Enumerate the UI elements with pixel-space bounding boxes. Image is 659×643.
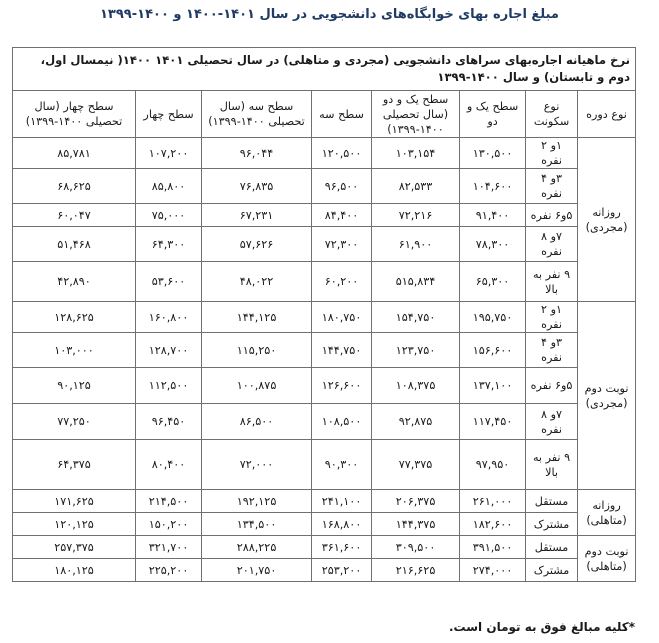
header-cell: سطح یک و دو — [460, 91, 526, 138]
table-row — [13, 536, 636, 559]
page-title: مبلغ اجاره بهای خوابگاه‌های دانشجویی در سال ۱۴۰۱-۱۴۰۰ و ۱۴۰۰-۱۳۹۹ — [100, 7, 559, 22]
price-cell: ۹۷,۹۵۰ — [460, 440, 526, 490]
group-label: روزانه (متاهلی) — [578, 490, 636, 536]
price-cell: ۲۲۵,۲۰۰ — [136, 559, 202, 582]
price-cell: ۵۱,۴۶۸ — [13, 227, 136, 262]
price-cell: ۱۹۵,۷۵۰ — [460, 302, 526, 333]
residence-type-cell: ۱و ۲ نفره — [526, 302, 578, 333]
price-cell: ۸۶,۵۰۰ — [202, 404, 312, 440]
price-cell: ۲۵۷,۳۷۵ — [13, 536, 136, 559]
price-cell: ۱۸۲,۶۰۰ — [460, 513, 526, 536]
price-cell: ۸۵,۷۸۱ — [13, 138, 136, 169]
price-cell: ۱۳۴,۵۰۰ — [202, 513, 312, 536]
price-cell: ۱۰۳,۱۵۴ — [372, 138, 460, 169]
table-row — [13, 262, 636, 302]
residence-type-cell: ۹ نفر به بالا — [526, 440, 578, 490]
price-cell: ۱۰۴,۶۰۰ — [460, 169, 526, 204]
price-cell: ۹۶,۰۴۴ — [202, 138, 312, 169]
table-row — [13, 204, 636, 227]
price-cell: ۶۴,۳۷۵ — [13, 440, 136, 490]
price-cell: ۱۸۰,۱۲۵ — [13, 559, 136, 582]
price-cell: ۹۱,۴۰۰ — [460, 204, 526, 227]
price-cell: ۲۴۱,۱۰۰ — [312, 490, 372, 513]
price-cell: ۱۲۸,۷۰۰ — [136, 333, 202, 368]
price-cell: ۸۲,۵۳۳ — [372, 169, 460, 204]
price-cell: ۱۱۵,۲۵۰ — [202, 333, 312, 368]
table-row — [13, 227, 636, 262]
table-header-row — [13, 91, 636, 138]
residence-type-cell: ۵و۶ نفره — [526, 204, 578, 227]
price-cell: ۶۵,۳۰۰ — [460, 262, 526, 302]
price-cell: ۹۲,۸۷۵ — [372, 404, 460, 440]
price-cell: ۸۴,۴۰۰ — [312, 204, 372, 227]
price-cell: ۱۳۰,۵۰۰ — [460, 138, 526, 169]
price-cell: ۶۷,۲۳۱ — [202, 204, 312, 227]
group-label: نوبت دوم (مجردی) — [578, 302, 636, 490]
price-cell: ۷۷,۳۷۵ — [372, 440, 460, 490]
price-cell: ۷۷,۲۵۰ — [13, 404, 136, 440]
price-cell: ۱۲۰,۵۰۰ — [312, 138, 372, 169]
price-cell: ۶۱,۹۰۰ — [372, 227, 460, 262]
price-cell: ۱۴۴,۱۲۵ — [202, 302, 312, 333]
price-cell: ۱۱۲,۵۰۰ — [136, 368, 202, 404]
price-cell: ۹۶,۴۵۰ — [136, 404, 202, 440]
header-cell: نوع سکونت — [526, 91, 578, 138]
price-cell: ۳۶۱,۶۰۰ — [312, 536, 372, 559]
residence-type-cell: ۷و ۸ نفره — [526, 404, 578, 440]
price-cell: ۳۲۱,۷۰۰ — [136, 536, 202, 559]
price-cell: ۴۸,۰۲۲ — [202, 262, 312, 302]
price-cell: ۱۴۴,۷۵۰ — [312, 333, 372, 368]
price-cell: ۴۲,۸۹۰ — [13, 262, 136, 302]
price-cell: ۱۷۱,۶۲۵ — [13, 490, 136, 513]
price-cell: ۶۸,۶۲۵ — [13, 169, 136, 204]
price-cell: ۱۵۶,۶۰۰ — [460, 333, 526, 368]
price-cell: ۲۱۴,۵۰۰ — [136, 490, 202, 513]
residence-type-cell: ۵و۶ نفره — [526, 368, 578, 404]
price-cell: ۲۶۱,۰۰۰ — [460, 490, 526, 513]
price-cell: ۳۹۱,۵۰۰ — [460, 536, 526, 559]
table-row — [13, 138, 636, 169]
price-cell: ۵۷,۶۲۶ — [202, 227, 312, 262]
residence-type-cell: ۳و ۴ نفره — [526, 333, 578, 368]
group-label: روزانه (مجردی) — [578, 138, 636, 302]
residence-type-cell: ۷و ۸ نفره — [526, 227, 578, 262]
price-cell: ۱۲۳,۷۵۰ — [372, 333, 460, 368]
price-cell: ۷۲,۲۱۶ — [372, 204, 460, 227]
table-caption: نرخ ماهیانه اجاره‌بهای سراهای دانشجویی (مجردی و متاهلی) در سال تحصیلی ۱۴۰۱ ۱۴۰۰( نیمسال اول، دوم و تابستان) و سال ۱۴۰۰-۱۳۹۹ — [13, 48, 636, 91]
residence-type-cell: ۹ نفر به بالا — [526, 262, 578, 302]
price-cell: ۱۶۸,۸۰۰ — [312, 513, 372, 536]
price-cell: ۸۵,۸۰۰ — [136, 169, 202, 204]
table-row — [13, 404, 636, 440]
header-cell: سطح چهار (سال تحصیلی ۱۴۰۰-۱۳۹۹) — [13, 91, 136, 138]
price-cell: ۲۰۶,۳۷۵ — [372, 490, 460, 513]
price-cell: ۱۹۲,۱۲۵ — [202, 490, 312, 513]
table-row — [13, 333, 636, 368]
price-cell: ۳۰۹,۵۰۰ — [372, 536, 460, 559]
group-label: نوبت دوم (متاهلی) — [578, 536, 636, 582]
price-cell: ۱۵۴,۷۵۰ — [372, 302, 460, 333]
price-cell: ۹۶,۵۰۰ — [312, 169, 372, 204]
price-cell: ۶۰,۰۴۷ — [13, 204, 136, 227]
price-cell: ۲۵۳,۲۰۰ — [312, 559, 372, 582]
header-cell: سطح چهار — [136, 91, 202, 138]
header-cell: سطح یک و دو (سال تحصیلی ۱۴۰۰-۱۳۹۹) — [372, 91, 460, 138]
table-row — [13, 513, 636, 536]
price-cell: ۷۸,۳۰۰ — [460, 227, 526, 262]
price-cell: ۱۸۰,۷۵۰ — [312, 302, 372, 333]
price-cell: ۲۰۱,۷۵۰ — [202, 559, 312, 582]
price-cell: ۱۳۷,۱۰۰ — [460, 368, 526, 404]
table-row — [13, 440, 636, 490]
price-cell: ۱۰۸,۵۰۰ — [312, 404, 372, 440]
price-cell: ۷۵,۰۰۰ — [136, 204, 202, 227]
price-cell: ۲۱۶,۶۲۵ — [372, 559, 460, 582]
rent-table — [12, 47, 636, 582]
price-cell: ۱۴۴,۳۷۵ — [372, 513, 460, 536]
price-cell: ۷۶,۸۳۵ — [202, 169, 312, 204]
price-cell: ۱۲۸,۶۲۵ — [13, 302, 136, 333]
header-cell: سطح سه — [312, 91, 372, 138]
price-cell: ۸۰,۴۰۰ — [136, 440, 202, 490]
table-row — [13, 302, 636, 333]
table-row — [13, 368, 636, 404]
price-cell: ۲۸۸,۲۲۵ — [202, 536, 312, 559]
price-cell: ۶۰,۲۰۰ — [312, 262, 372, 302]
price-cell: ۲۷۴,۰۰۰ — [460, 559, 526, 582]
price-cell: ۱۲۶,۶۰۰ — [312, 368, 372, 404]
table-row — [13, 559, 636, 582]
price-cell: ۱۵۰,۲۰۰ — [136, 513, 202, 536]
residence-type-cell: مستقل — [526, 536, 578, 559]
price-cell: ۱۶۰,۸۰۰ — [136, 302, 202, 333]
residence-type-cell: ۱و ۲ نفره — [526, 138, 578, 169]
price-cell: ۵۱۵,۸۳۴ — [372, 262, 460, 302]
header-cell: سطح سه (سال تحصیلی ۱۴۰۰-۱۳۹۹) — [202, 91, 312, 138]
residence-type-cell: ۳و ۴ نفره — [526, 169, 578, 204]
price-cell: ۹۰,۳۰۰ — [312, 440, 372, 490]
price-cell: ۱۰۰,۸۷۵ — [202, 368, 312, 404]
table-row — [13, 169, 636, 204]
price-cell: ۵۳,۶۰۰ — [136, 262, 202, 302]
price-cell: ۱۰۷,۲۰۰ — [136, 138, 202, 169]
price-cell: ۱۱۷,۴۵۰ — [460, 404, 526, 440]
table-row — [13, 490, 636, 513]
residence-type-cell: مشترک — [526, 559, 578, 582]
price-cell: ۶۴,۳۰۰ — [136, 227, 202, 262]
residence-type-cell: مشترک — [526, 513, 578, 536]
residence-type-cell: مستقل — [526, 490, 578, 513]
header-cell: نوع دوره — [578, 91, 636, 138]
footnote: *کلیه مبالغ فوق به تومان است. — [448, 620, 635, 634]
table-body — [13, 138, 636, 582]
price-cell: ۱۰۳,۰۰۰ — [13, 333, 136, 368]
price-cell: ۹۰,۱۲۵ — [13, 368, 136, 404]
price-cell: ۱۰۸,۳۷۵ — [372, 368, 460, 404]
price-cell: ۷۲,۰۰۰ — [202, 440, 312, 490]
price-cell: ۱۲۰,۱۲۵ — [13, 513, 136, 536]
price-cell: ۷۲,۳۰۰ — [312, 227, 372, 262]
